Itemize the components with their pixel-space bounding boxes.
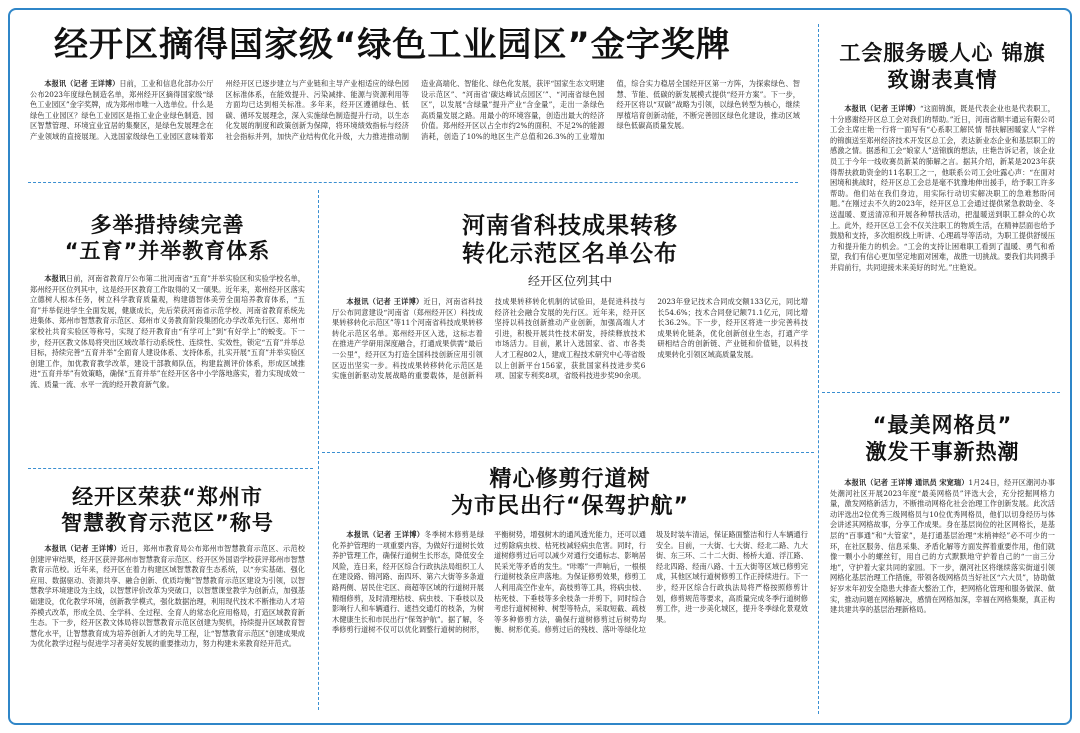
article-text: “这面锦旗，既是代表企业也是代表职工，十分感谢经开区总工会对我们的帮助。”近日，河南省顺丰通运有限公司工会主席庄艳一行将一面写有“心系职工解民情 帮扶解困暖家人”字样的锦旗送至郑州经济技术开发区总工会，表达新业态企业和基层职工的感激之情。据悉和工会“娘家人”送锦旗的想法，庄艳告诉记者，该企业员工于今年一线收赛员新某的肺解之言。据其介绍，新某是2023年获得帮扶救助资金的11名职工之一，他联系公司工会吐露心声：“在面对困境和挑战时，经开区总工会总是毫不犹豫地伸出援手，给予职工许多帮助。他们站在我们身边，用实际行动切实解决职工的急难愁盼问题。”在刚过去不久的2023年，经开区总工会通过提供紧急救助金、冬送温暖、夏送清凉和开展各种帮扶活动，把温暖送到职工群众的心坎上。此外，经开区总工会不仅关注职工的物质生活，在精神层面也给予鼓励和支持，多次组织线上听讲、心理疏导等活动，为职工提供舒缓压力和提升能力的机会。“工会的支持让困难职工看到了温暖、勇气和希望，我们有信心更加坚定地面对困难，战胜一切挑战。要我们共同携手并肩前行，共同迎接未来美好的时光。”庄艳说。 [830, 104, 1055, 272]
article-best-grid-worker-body [830, 478, 1055, 616]
article-best-grid-worker-title [830, 412, 1055, 466]
headline-line-1: “最美网格员” [872, 413, 1013, 437]
headline-line-2: 转化示范区名单公布 [462, 241, 678, 267]
byline: 本报讯（记者 王详博） [44, 79, 120, 89]
divider [28, 182, 798, 183]
article-text: 日前，河南省教育厅公布第二批河南省“五育”并举实验区和实验学校名单，郑州经开区位列其中，这是经开区教育工作取得的又一硕果。近年来，郑州经开区落实立德树人根本任务，树立科学教育质量观，构建德智体美劳全面培养教育体系，“五育”并举促进学生全面发展，健康成长，先后荣获河南省示范学校、河南省教育系统先进集体、郑州市智慧教育示范区、郑州市义务教育阶段集团化办学改革先行区、郑州市家校社共育实验区等称号，实现了经开教育由“有学可上”到“有好学上”的蜕变。下一步，经开区教文体局将突出区域改革行动系统性、连续性、实效性，锁定“五育”并举总目标，持续完善“五育并举”全面育人建设体系、支持体系，扎实开展“五育”并举实验区创建工作，加优教育教学改革，建设干部教师队伍，构建监测评价体系，形成区域推进“五育并举”有效策略，确保“五育并举”在经开区各中小学落地落实，着力实现成效一流、质量一流、水平一流的经开教育新气象。 [30, 274, 305, 389]
headline-line-1: 河南省科技成果转移 [462, 213, 678, 239]
headline-line-2: 智慧教育示范区”称号 [61, 511, 274, 535]
byline: 本报讯（记者 王详博） [346, 297, 424, 306]
headline-line-2: 为市民出行“保驾护航” [451, 494, 689, 519]
article-green-park [30, 26, 800, 176]
divider [822, 392, 1060, 393]
article-best-grid-worker [830, 412, 1055, 712]
headline-line-1: 多举措持续完善 [90, 213, 245, 237]
article-smart-education-body [30, 544, 305, 650]
article-tree-pruning-body [332, 530, 808, 712]
byline: 本报讯（记者 王详博 通讯员 宋宽瑞） [844, 478, 969, 487]
headline-line-1: 精心修剪行道树 [489, 467, 651, 492]
byline: 本报讯（记者 王详博） [44, 544, 121, 553]
headline-text: 工会服务暖人心 锦旗致谢表真情 [839, 41, 1046, 92]
headline-line-1: 经开区荣获“郑州市 [72, 485, 263, 509]
byline: 本报讯 [44, 274, 67, 283]
headline-line-2: “五育”并举教育体系 [64, 239, 271, 263]
article-tree-pruning [332, 466, 808, 712]
article-union-service-body [830, 104, 1055, 274]
divider [818, 24, 819, 714]
article-tech-transfer-body [332, 297, 808, 415]
article-tech-transfer-subtitle: 经开区位列其中 [527, 274, 612, 288]
article-tree-pruning-title [332, 466, 808, 520]
article-smart-education-title [30, 484, 305, 536]
divider [322, 452, 814, 453]
article-five-education [30, 212, 305, 462]
divider [318, 190, 319, 710]
headline-line-2: 激发干事新热潮 [865, 440, 1020, 464]
article-text: 1月24日，经开区潮河办事处潮河社区开展2023年度“最美网格员”评选大会，充分挖掘网格力量，激发网格新活力，不断推动网格化社会治理工作创新发展。此次活动评选出2位优秀三级网格员与10位优秀网格员，他们以切身经历与体会讲述其网格故事，分享工作成果。身在基层岗位的社区网格长，是基层的“百事通”和“大管家”，是打通基层治理“末梢神经”必不可少的一环，在社区服务、信息采集、矛盾化解等方面发挥着重要作用，他们就像一颗小小的螺丝钉，用自己的方式默默地守护着自己的“一亩三分地”，守护着大家共同的家园。下一步，潮河社区将继续落实街道引领网格化基层治理工作措施，带领各级网格员当好社区“六大员”，协助做好岁末年初安全隐患大排查大整治工作，把网格化管理和服务做深、做实，推动问题在网格解决，感情在网格加深，幸福在网格集聚，真正构建共建共享的基层治理新格局。 [830, 478, 1055, 615]
divider [28, 468, 313, 469]
article-five-education-title [30, 212, 305, 264]
article-tech-transfer-title [332, 212, 808, 268]
article-tech-transfer [332, 212, 808, 442]
article-text: 冬季树木修剪是绿化养护管理的一项重要内容，为做好行道树长效养护管理工作，确保行道树生长形态，降低安全风险，连日来，经开区综合行政执法局组织工人在建设路、锦河路、南四环、第六大街等多条道路两侧、居民住宅区、商超等区域的行道树开展精细修剪，及时清理枯枝、病虫枝、下垂枝以及影响行人和车辆通行、遮挡交通灯的枝条，为树木健康生长和市民出行“保驾护航”。据了解，冬季修剪行道树不仅可以优化调整行道树的树形，平衡树势，增强树木的通风透光能力，还可以通过剪除病虫枝、枯死枝减轻病虫危害。同时，行道树修剪过后可以减少对通行交通标志、影响居民采光等矛盾的发生。“咔嚓”一声响后，一根根行道树枝条应声落地。为保证修剪效果，修剪工人利用高空作业车，高枝剪等工具，将病虫枝、枯死枝、下垂枝等多余枝条一并剪下，同时综合考虑行道树树种、树型等特点，采取短截、疏枝等多种修剪方法，确保行道树修剪过后树势均衡、树形优美。修剪过后的残枝、落叶等绿化垃圾及时装车清运，保证路面整洁和行人车辆通行安全。目前，一大街、七大街、经北二路、九大街、东三环、二十二大街、杨桥大道、浮江路、经北四路、经南八路、十五大街等区域已修剪完成，其他区域行道树修剪工作正持续进行。下一步，经开区综合行政执法局将严格按照修剪计划，修剪规范等要求，高质量完成冬季行道树修剪工作，进一步美化城区，提升冬季绿化景观效果。 [332, 530, 808, 635]
article-text: 日前，工业和信息化部办公厅公布2023年度绿色制造名单，郑州经开区摘得国家级“绿色工业园区”金字奖牌，成为郑州市唯一入选单位。什么是绿色工业园区？绿色工业园区是指工业企业绿色制造、园区智慧管理、环境宜业宜居的集聚区，是绿色发展理念在产业领域的直接展现。入选国家级绿色工业园区意味着郑州经开区已逐步建立与产业链和主导产业相适应的绿色园区标准体系，在能效提升、污染减排、能源与资源利用等方面均已达到相关标准。多年来，经开区遵循绿色、低碳、循环发展理念，深入实施绿色制造提升行动，以生态化发展的制度和政策创新为保障，将环境绩效指标与经济社会指标并列，加快产业结构优化升级，大力推进推动制造业高端化、智能化、绿色化发展，获评“国家生态文明建设示范区”、“河南省‘碳达峰试点园区’”、“河南省绿色园区”，以发展“含绿量”提升产业“含金量”，走出一条绿色高质量发展之路。用最小的环境容量，创造出最大的经济价值。郑州经开区以占全市约2%的面积、不足2%的能源消耗，创造了10%的地区生产总值和26.3%的工业增加值，综合实力稳居全国经开区第一方阵，为探索绿色、智慧、节能、低碳的新发展模式提供“经开方案”。下一步，经开区将以“双碳”战略为引领，以绿色转型为核心，继续厚植培育创新动能，不断完善园区绿色化建设，推动区域绿色低碳高质量发展。 [30, 79, 800, 142]
article-smart-education [30, 484, 305, 712]
article-five-education-body [30, 274, 305, 391]
byline: 本报讯（记者 王详博） [346, 530, 425, 539]
article-green-park-body [30, 79, 800, 175]
article-text: 近日，河南省科技厅公布同意建设“河南省（郑州经开区）科技成果转移转化示范区”等11个河南省科技成果转移转化示范区名单。郑州经开区入选，这标志着在推进产学研用深度融合，打通成果供需“最后一公里”，经开区为打造全国科技创新应用引领区迈出坚实一步。科技成果转移转化示范区是实施创新驱动发展战略的重要载体，是创新科技成果转移转化机制的试验田，是促进科技与经济社会融合发展的先行区。近年来，经开区坚持以科技创新推动产业创新，加强高端人才引进，积极开展共性技术研发，持续释放技术市场活力。目前，累计入选国家、省、市各类人才工程802人，建成工程技术研究中心等省级以上创新平台156家，获批国家科技进步奖6项、国家专利奖8项，省级科技进步奖90余项。2023年登记技术合同成交额133亿元，同比增长54.6%；技术合同登记额71.1亿元，同比增长36.2%。下一步，经开区将进一步完善科技成果转化链条，优化创新创业生态，打通产学研相结合的创新链、产业链和价值链，以科技成果转化引领区域高质量发展。 [332, 297, 808, 381]
article-union-service [830, 40, 1055, 385]
article-green-park-title: 经开区摘得国家级“绿色工业园区”金字奖牌 [54, 26, 731, 65]
byline: 本报讯（记者 王详博） [844, 104, 920, 113]
article-union-service-title [830, 40, 1055, 94]
article-text: 近日，郑州市教育局公布郑州市智慧教育示范区、示范校创建评审结果，经开区获评郑州市智慧教育示范区、经开区外国语学校获评郑州市智慧教育示范校。近年来，经开区在着力构建区域智慧教育生态系统，以“夯实基础、强化应用、数据驱动、资源共享、融合创新、优质均衡”智慧教育示范区建设为引领，以智慧教学环境建设为主线，以智慧评价改革为突破口，以智慧课堂教学为创新点，加强基础建设，优化教学环境，创新教学模式，强化数据治理，利用现代技术不断推动人才培养模式改革，形成全员、全学科、全过程、全育人的常态化应用格局，打造区域教育新生态。下一步，经开区教文体局将以智慧教育示范区创建为契机，持续提升区域教育智慧化水平，让智慧教育成为培养创新人才的先导工程，让“智慧教育示范区”创建成果成为优化教学过程与促进学习者美好发展的重要推动力，努力构建未来教育经开范式。 [30, 544, 305, 649]
